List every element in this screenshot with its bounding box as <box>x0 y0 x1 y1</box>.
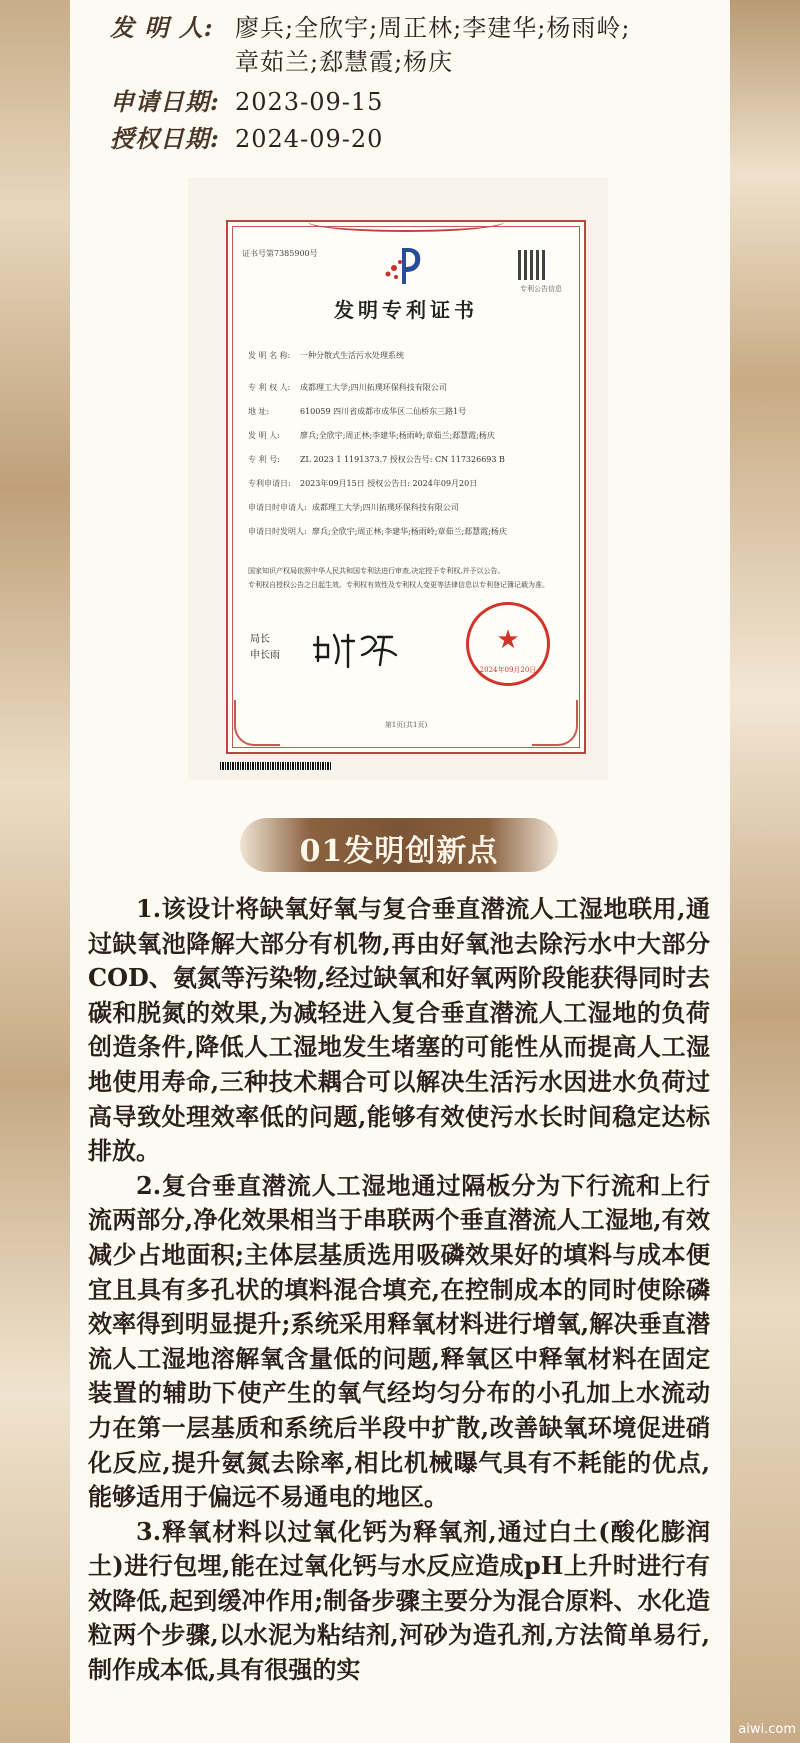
seal-emblem-icon: ★ <box>496 625 520 655</box>
right-decor-band <box>730 0 800 1743</box>
watermark-text: aiwi.com <box>738 1722 796 1737</box>
inventor-row <box>110 8 630 43</box>
grant-date-row <box>110 119 383 154</box>
official-seal <box>466 602 550 686</box>
cert-field-invention-name: 发 明 名 称: 一种分散式生活污水处理系统 <box>248 351 404 360</box>
cert-field-inventors: 发 明 人: 廖兵;全欣宇;周正林;李建华;杨雨岭;章茹兰;郄慧霞;杨庆 <box>248 431 495 440</box>
sign-title: 局长 <box>250 634 270 645</box>
cnipa-logo-icon <box>376 242 432 288</box>
certificate-frame <box>226 220 586 754</box>
barcode-icon <box>220 762 332 770</box>
grant-date-label: 授权日期: <box>110 124 220 153</box>
cert-field-dates: 专利申请日: 2023年09月15日 授权公告日: 2024年09月20日 <box>248 479 478 488</box>
inventors-line1: 廖兵;全欣宇;周正林;李建华;杨雨岭; <box>235 14 631 42</box>
cert-field-patentee: 专 利 权 人: 成都理工大学;四川拓璞环保科技有限公司 <box>248 383 447 392</box>
cert-field-patent-no: 专 利 号: ZL 2023 1 1191373.7 授权公告号: CN 117326693 B <box>248 455 505 464</box>
cert-field-address: 地 址: 610059 四川省成都市成华区二仙桥东三路1号 <box>248 407 467 416</box>
filing-date-value: 2023-09-15 <box>235 88 384 116</box>
certificate-title: 发明专利证书 <box>334 298 478 322</box>
inventors-line2: 章茹兰;郄慧霞;杨庆 <box>235 48 454 76</box>
cert-note-2: 专利权自授权公告之日起生效。专利权有效性及专利权人变更等法律信息以专利登记簿记载为准。 <box>248 581 549 589</box>
cert-note-1: 国家知识产权局依照中华人民共和国专利法进行审查,决定授予专利权,并予以公告。 <box>248 567 505 575</box>
sign-name: 申长雨 <box>250 650 280 661</box>
cert-field-applicant-at-filing: 申请日时申请人: 成都理工大学;四川拓璞环保科技有限公司 <box>248 503 459 512</box>
seal-date: 2024年09月20日 <box>479 666 537 674</box>
grant-date-value: 2024-09-20 <box>235 125 384 153</box>
section-heading-pill <box>240 818 558 872</box>
left-decor-band <box>0 0 70 1743</box>
handwritten-signature-icon <box>312 627 398 671</box>
filing-date-row <box>110 82 383 117</box>
filing-date-label: 申请日期: <box>110 87 220 116</box>
inventor-label: 发 明 人: <box>110 13 214 42</box>
content-panel <box>70 0 730 1743</box>
paragraph-1: 1.该设计将缺氧好氧与复合垂直潜流人工湿地联用,通过缺氧池降解大部分有机物,再由好氧池去除污水中大部分COD、氨氮等污染物,经过缺氧和好氧两阶段能获得同时去碳和脱氮的效果,为减轻进入复合垂直潜流人工湿地的负荷创造条件,降低人工湿地发生堵塞的可能性从而提高人工湿地使用寿命,三种技术耦合可以解决生活污水因进水负荷过高导致处理效率低的问题,能够有效使污水长时间稳定达标排放。 <box>88 894 710 1166</box>
paragraph-2: 2.复合垂直潜流人工湿地通过隔板分为下行流和上行流两部分,净化效果相当于串联两个垂直潜流人工湿地,有效减少占地面积;主体层基质选用吸磷效果好的填料与成本便宜且具有多孔状的填料混合填充,在控制成本的同时使除磷效率得到明显提升;系统采用释氧材料进行增氧,解决垂直潜流人工湿地溶解氧含量低的问题,释氧区中释氧材料在固定装置的辅助下使产生的氧气经均匀分布的小孔加上水流动力在第一层基质和系统后半段中扩散,改善缺氧环境促进硝化反应,提升氨氮去除率,相比机械曝气具有不耗能的优点,能够适用于偏远不易通电的地区。 <box>88 1170 710 1512</box>
qr-caption: 专利公告信息 <box>520 285 562 293</box>
cert-field-inventors-at-filing: 申请日时发明人: 廖兵;全欣宇;周正林;李建华;杨雨岭;章茹兰;郄慧霞;杨庆 <box>248 527 507 536</box>
certificate-image <box>188 178 608 780</box>
page-number: 第1页(共1页) <box>384 721 428 729</box>
innovation-text <box>88 892 710 1688</box>
qr-code-icon <box>518 250 548 280</box>
certificate-number: 证书号第7385900号 <box>242 249 318 258</box>
top-flourish <box>308 212 504 232</box>
paragraph-3: 3.释氧材料以过氧化钙为释氧剂,通过白土(酸化膨润土)进行包埋,能在过氧化钙与水反应造成pH上升时进行有效降低,起到缓冲作用;制备步骤主要分为混合原料、水化造粒两个步骤,以水泥为粘结剂,河砂为造孔剂,方法简单易行,制作成本低,具有很强的实 <box>88 1516 710 1685</box>
inventor-row-cont <box>235 42 453 77</box>
section-title: 01发明创新点 <box>299 834 499 869</box>
